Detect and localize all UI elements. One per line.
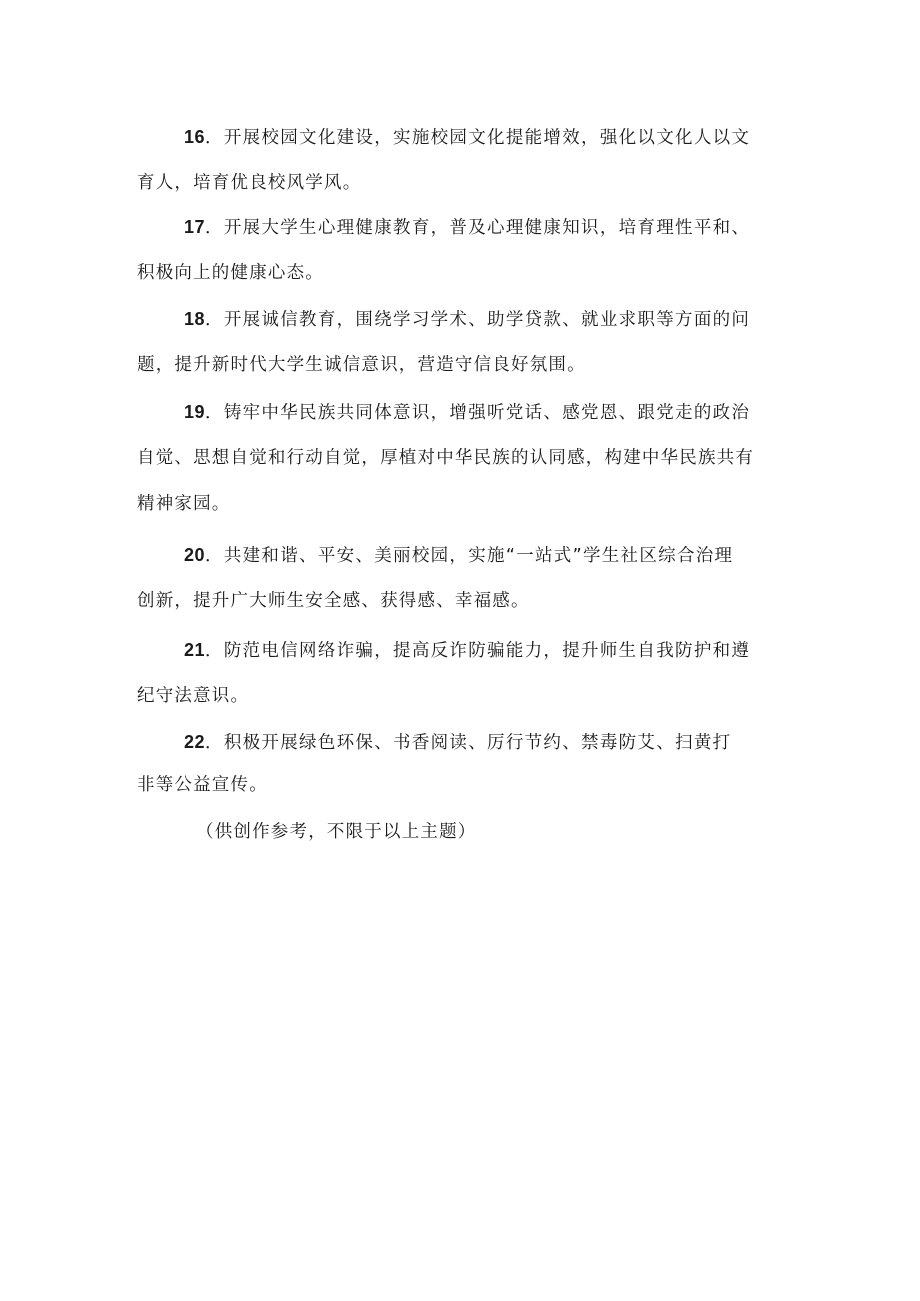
- item-text: ．积极开展绿色环保、书香阅读、厉行节约、禁毒防艾、扫黄打: [205, 733, 732, 753]
- item-number: 19: [184, 402, 206, 422]
- item-continuation-line: 育人，培育优良校风学风。: [137, 173, 362, 193]
- item-first-line: [137, 532, 797, 578]
- list-item-19: [137, 389, 797, 527]
- item-number: 18: [184, 309, 206, 329]
- item-continuation-line: 精神家园。: [137, 494, 231, 514]
- list-item-18: [137, 296, 797, 388]
- item-number: 21: [184, 640, 206, 660]
- item-number: 17: [184, 217, 206, 237]
- item-number: 20: [184, 545, 206, 565]
- list-item-22: [137, 719, 797, 805]
- item-continuation-line: 自觉、思想自觉和行动自觉，厚植对中华民族的认同感，构建中华民族共有: [137, 448, 755, 468]
- item-text: ．开展校园文化建设，实施校园文化提能增效，强化以文化人以文: [205, 128, 751, 148]
- list-item-21: [137, 627, 797, 719]
- list-item-20: [137, 532, 797, 624]
- item-number: 22: [184, 732, 206, 752]
- item-first-line: [137, 389, 797, 435]
- item-continuation-line: 非等公益宣传。: [137, 775, 268, 795]
- item-text: ．开展诚信教育，围绕学习学术、助学贷款、就业求职等方面的问: [205, 310, 751, 330]
- item-number: 16: [184, 127, 206, 147]
- list-item-16: [137, 114, 797, 206]
- item-first-line: [137, 627, 797, 673]
- item-first-line: [137, 114, 797, 160]
- item-text: ．共建和谐、平安、美丽校园，实施“一站式”学生社区综合治理: [205, 546, 734, 566]
- item-first-line: [137, 296, 797, 342]
- item-text: ．铸牢中华民族共同体意识，增强听党话、感党恩、跟党走的政治: [205, 403, 751, 423]
- item-continuation-line: 创新，提升广大师生安全感、获得感、幸福感。: [137, 591, 530, 611]
- item-continuation-line: 题，提升新时代大学生诚信意识，营造守信良好氛围。: [137, 355, 586, 375]
- item-first-line: [137, 719, 797, 765]
- footnote: （供创作参考，不限于以上主题）: [196, 822, 477, 842]
- item-first-line: [137, 204, 797, 250]
- item-continuation-line: 积极向上的健康心态。: [137, 263, 324, 283]
- item-text: ．防范电信网络诈骗，提高反诈防骗能力，提升师生自我防护和遵: [205, 641, 751, 661]
- list-item-17: [137, 204, 797, 296]
- item-continuation-line: 纪守法意识。: [137, 686, 250, 706]
- item-text: ．开展大学生心理健康教育，普及心理健康知识，培育理性平和、: [205, 218, 751, 238]
